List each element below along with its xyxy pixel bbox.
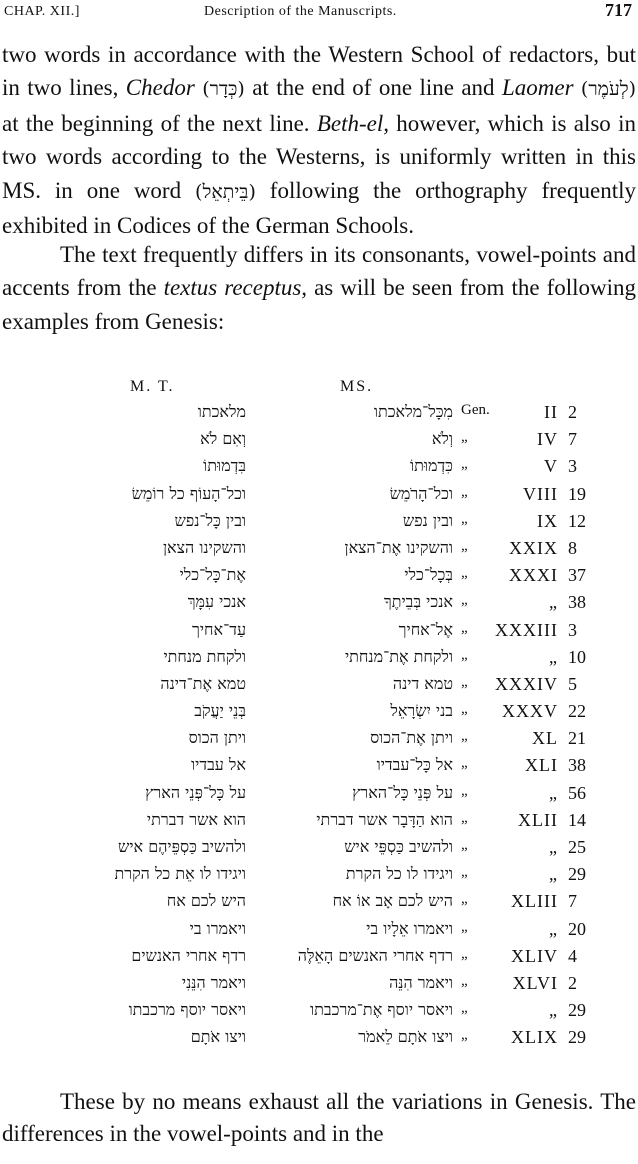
table-row (0, 1000, 638, 1027)
mt-reading: אֶת־כָּל־כלי (179, 565, 246, 585)
table-row (0, 538, 638, 565)
table-row (0, 919, 638, 946)
mt-reading: ויגידו לו אֵת כל הקרת (114, 864, 246, 884)
chapter-ref: XXXV (502, 701, 558, 722)
page-title: Description of the Manuscripts. (204, 4, 397, 19)
running-header (4, 0, 634, 26)
ms-reading: בני יִשְׂרָאֵל (390, 701, 453, 721)
book-ref: „ (461, 592, 468, 609)
hebrew-laomer: (לְעֹמֶר) (580, 78, 637, 101)
chapter-ref: „ (549, 782, 558, 803)
table-row (0, 1027, 638, 1054)
book-ref: „ (461, 837, 468, 853)
verse-ref: 2 (568, 972, 577, 993)
verse-ref: 20 (568, 918, 586, 939)
chapter-ref: XLVI (512, 972, 558, 993)
table-row (0, 810, 638, 837)
chapter-ref: „ (549, 592, 558, 613)
ms-reading: אֶל־אחיך (398, 619, 453, 639)
mt-reading: ולקחת מנחתי (163, 646, 246, 666)
chapter-ref: „ (549, 837, 558, 857)
chapter-ref: „ (549, 918, 558, 939)
verse-ref: 5 (568, 673, 577, 694)
book-ref: „ (461, 891, 468, 908)
book-ref: „ (461, 918, 468, 935)
mt-reading: היש לכם אח (166, 891, 246, 911)
book-ref: „ (461, 673, 468, 690)
page-number: 717 (605, 0, 632, 20)
chapter-ref: IX (537, 510, 558, 531)
table-row (0, 864, 638, 891)
ms-reading: מִכָּל־מלאכתו (373, 402, 453, 421)
book-ref: „ (461, 701, 468, 718)
book-ref: „ (461, 510, 468, 527)
variants-table (0, 402, 638, 1055)
table-row (0, 647, 638, 674)
chapter-ref: „ (549, 864, 558, 885)
book-ref: Gen. (461, 402, 490, 418)
table-row (0, 592, 638, 619)
verse-ref: 56 (568, 782, 586, 803)
chapter-ref: XXXIII (495, 619, 558, 640)
ms-reading: ובין נפש (402, 510, 453, 530)
term-chedor: Chedor (125, 75, 195, 101)
verse-ref: 3 (568, 619, 577, 640)
verse-ref: 29 (568, 1027, 586, 1048)
verse-ref: 10 (568, 646, 586, 667)
table-row (0, 456, 638, 483)
book-ref: „ (461, 945, 468, 962)
chapter-ref: IV (537, 429, 558, 450)
chapter-ref: V (544, 456, 558, 477)
table-row (0, 973, 638, 1000)
column-header-ms: MS. (340, 378, 374, 395)
verse-ref: 14 (568, 809, 586, 830)
book-ref: „ (461, 809, 468, 826)
mt-reading: וְאִם לֹא (200, 429, 246, 449)
table-row (0, 484, 638, 511)
mt-reading: רדף אחרי האנשים (131, 945, 246, 965)
table-row (0, 511, 638, 538)
table-row (0, 565, 638, 592)
hebrew-bethel: (בֵּיתְאֵל) (195, 180, 256, 203)
ms-reading: ולהשיב כַּסְפֵּי איש (344, 837, 453, 856)
ms-reading: וְלֹא (431, 429, 453, 449)
paragraph-intro (2, 38, 636, 242)
book-ref: „ (461, 619, 468, 636)
chapter-ref: „ (549, 1000, 558, 1021)
ms-reading: ולקחת אֶת־מנחתי (344, 646, 453, 666)
table-row (0, 755, 638, 782)
text-run: following the orthography frequently exhibited in Codices of the German Schools. (2, 177, 636, 239)
book-ref: „ (461, 429, 468, 446)
table-row (0, 429, 638, 456)
verse-ref: 3 (568, 456, 577, 477)
ms-reading: וכל־הָרֹמֵשׂ (389, 483, 453, 503)
mt-reading: בִּדְמוּתוֹ (203, 456, 246, 476)
mt-reading: אנכי עִמָּךְ (187, 592, 246, 612)
chapter-ref: II (544, 402, 558, 422)
verse-ref: 7 (568, 891, 577, 912)
book-ref: „ (461, 972, 468, 989)
ms-reading: אנכי בְּבֵיתֶךָ (383, 592, 453, 612)
mt-reading: בְּנֵי יַעֲקֹב (194, 701, 246, 721)
verse-ref: 38 (568, 755, 586, 776)
mt-reading: וכל־הָעוֹף כל רוֹמֵשׂ (131, 483, 246, 503)
chapter-ref: XXXI (509, 565, 558, 586)
chapter-ref: XXIX (509, 537, 558, 558)
term-laomer: Laomer (501, 75, 574, 101)
verse-ref: 8 (568, 537, 577, 558)
verse-ref: 4 (568, 945, 577, 966)
book-ref: „ (461, 782, 468, 799)
chapter-ref: XLI (525, 755, 558, 776)
verse-ref: 19 (568, 483, 586, 504)
verse-ref: 37 (568, 565, 586, 586)
book-ref: „ (461, 1027, 468, 1044)
verse-ref: 25 (568, 837, 586, 857)
mt-reading: מלאכתו (197, 402, 246, 421)
ms-reading: ויתן אֶת־הכוס (370, 728, 453, 748)
ms-reading: היש לכם אָב אוֹ אח (332, 891, 453, 911)
mt-reading: הוא אשר דברתי (146, 809, 246, 829)
mt-reading: ויתן הכוס (188, 728, 246, 748)
book-ref: „ (461, 1000, 468, 1017)
mt-reading: ויאמר הִנֵּנִי (181, 972, 246, 992)
ms-reading: והשקינו אֶת־הצאן (344, 537, 453, 557)
mt-reading: ויאמרו בי (189, 918, 246, 938)
chapter-ref: VIII (523, 483, 558, 504)
book-ref: „ (461, 728, 468, 745)
book-ref: „ (461, 456, 468, 473)
ms-reading: ויאסר יוסף אֶת־מרכבתו (310, 1000, 453, 1020)
verse-ref: 38 (568, 592, 586, 613)
mt-reading: עַד־אחיך (192, 619, 246, 639)
ms-reading: אל כָּל־עבדיו (376, 755, 453, 775)
table-row (0, 837, 638, 864)
mt-reading: ובין כָּל־נפש (174, 510, 246, 530)
mt-reading: על כָּל־פְּנֵי הארץ (145, 782, 246, 802)
ms-reading: ויאמר הִנֵּה (389, 972, 453, 992)
verse-ref: 7 (568, 429, 577, 450)
table-row (0, 728, 638, 755)
chapter-ref: XLIX (511, 1027, 558, 1048)
ms-reading: ויאמרו אֵלָיו בי (366, 918, 453, 938)
verse-ref: 22 (568, 701, 586, 722)
verse-ref: 29 (568, 864, 586, 885)
mt-reading: והשקינו הצאן (162, 537, 246, 557)
ms-reading: רדף אחרי האנשים הָאֵלֶּה (297, 945, 453, 965)
mt-reading: ולהשיב כַּסְפֵּיהֶם איש (118, 837, 246, 856)
term-textus-receptus: textus receptus, (163, 275, 308, 301)
paragraph-examples-intro (2, 238, 636, 338)
book-ref: „ (461, 565, 468, 582)
paragraph-closing: These by no means exhaust all the variations in Genesis. The differences in the vowel-points and in the (2, 1089, 636, 1146)
mt-reading: ויצו אֹתָם (190, 1027, 246, 1047)
ms-reading: כִּדְמוּתוֹ (410, 456, 453, 476)
book-ref: „ (461, 864, 468, 881)
text-run: two words in accordance with the Western School of redactors, but in two lines, (2, 42, 636, 101)
mt-reading: ויאסר יוסף מרכבתו (128, 1000, 246, 1020)
text-run: however, which is also in two words according to the Westerns, is uniformly written in this MS. in one word (2, 110, 636, 203)
ms-reading: בְּכָל־כלי (404, 565, 453, 585)
table-row (0, 402, 638, 429)
ms-reading: ויגידו לו כל הקרת (345, 864, 453, 884)
table-row (0, 674, 638, 701)
ms-reading: הוא הַדָּבָר אשר דברתי (316, 809, 453, 829)
book-ref: „ (461, 646, 468, 663)
text-run: at the end of one line and (244, 75, 502, 101)
chapter-ref: XL (532, 728, 558, 749)
table-row (0, 783, 638, 810)
text-run: The text frequently differs in its consonants, vowel-points and accents from the (2, 242, 636, 301)
text-run: at the beginning of the next line. (2, 110, 317, 136)
table-row (0, 946, 638, 973)
chapter-ref: XLII (518, 809, 558, 830)
column-header-mt: M. T. (130, 378, 175, 395)
ms-reading: ויצו אֹתָם לֵאמֹר (358, 1027, 453, 1047)
chapter-ref: XLIII (511, 891, 558, 912)
table-row (0, 891, 638, 918)
verse-ref: 12 (568, 510, 586, 531)
chapter-ref: XXXIV (495, 673, 558, 694)
mt-reading: טמא אֶת־דינה (160, 673, 246, 693)
table-row (0, 701, 638, 728)
chapter-label: CHAP. XII.] (4, 4, 80, 19)
mt-reading: אל עבדיו (191, 755, 246, 775)
verse-ref: 21 (568, 728, 586, 749)
verse-ref: 2 (568, 402, 577, 422)
text-run: as will be seen from the following examples from Genesis: (2, 275, 637, 334)
hebrew-chedor: (כְּדָר) (202, 78, 245, 101)
book-ref: „ (461, 483, 468, 500)
ms-reading: טמא דינה (392, 673, 453, 693)
term-bethel: Beth-el, (316, 110, 390, 136)
book-ref: „ (461, 537, 468, 554)
chapter-ref: XLIV (511, 945, 558, 966)
verse-ref: 29 (568, 1000, 586, 1021)
table-row (0, 620, 638, 647)
ms-reading: על פְּנֵי כָּל־הארץ (352, 782, 453, 802)
book-ref: „ (461, 755, 468, 772)
chapter-ref: „ (549, 646, 558, 667)
